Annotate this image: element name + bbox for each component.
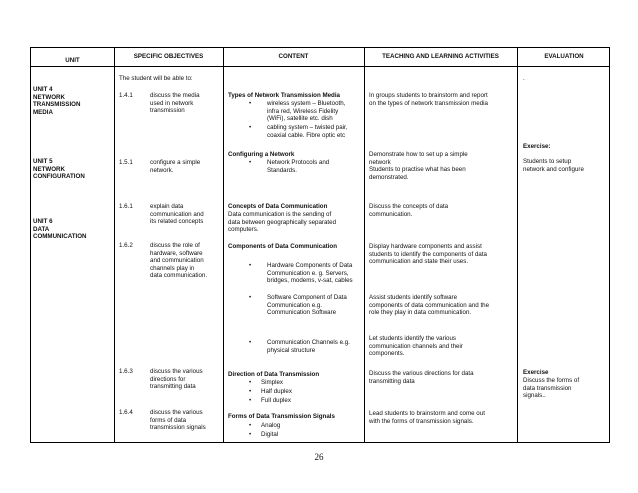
activity-text: Lead students to brainstorm and come out with the forms of transmission signals. bbox=[369, 410, 485, 425]
content-bullet-text: cabling system – twisted pair, coaxial cable. Fibre optic etc bbox=[267, 124, 348, 139]
bullet-icon: • bbox=[249, 262, 252, 269]
objective-text: discuss the various forms of data transmission signals bbox=[150, 409, 206, 432]
objective-text: explain data communication and its related concepts bbox=[150, 203, 204, 226]
content-heading: Direction of Data Transmission bbox=[228, 371, 320, 378]
page-number: 26 bbox=[314, 452, 324, 462]
objective-number: 1.6.3 bbox=[119, 368, 133, 375]
header-divider bbox=[31, 66, 609, 67]
unit-6-label: UNIT 6 DATA COMMUNICATION bbox=[33, 218, 87, 241]
content-heading: Components of Data Communication bbox=[228, 243, 337, 250]
content-bullet-text: Software Component of Data Communication e.g. Communication Software bbox=[267, 294, 347, 317]
column-divider bbox=[364, 48, 365, 442]
objective-text: discuss the role of hardware, software and communication channels play in data communication. bbox=[150, 242, 208, 280]
activity-text: In groups students to brainstorm and report on the types of network transmission media bbox=[369, 92, 488, 107]
column-divider bbox=[517, 48, 518, 442]
activity-text: Assist students identify software components of data communication and the role they play in data communication. bbox=[369, 294, 490, 317]
content-bullet-text: Hardware Components of Data Communication e. g. Servers, bridges, modems, v-sat, cables bbox=[267, 262, 353, 285]
content-bullet-text: wireless system – Bluetooth, infra red, Wireless Fidelity (WiFi), satellite etc. dish bbox=[267, 100, 346, 123]
header-content: CONTENT bbox=[278, 53, 309, 60]
activity-text: Display hardware components and assist students to identify the components of data communication and state their uses. bbox=[369, 243, 487, 266]
objective-number: 1.6.2 bbox=[119, 242, 133, 249]
activity-text: Let students identify the various communication channels and their components. bbox=[369, 335, 463, 358]
bullet-icon: • bbox=[249, 397, 252, 404]
objective-number: 1.6.1 bbox=[119, 203, 133, 210]
evaluation-title: Exercise: bbox=[523, 143, 551, 150]
bullet-icon: • bbox=[249, 294, 252, 301]
content-list-item: Analog bbox=[261, 422, 281, 429]
header-evaluation: EVALUATION bbox=[544, 53, 584, 60]
header-objectives: SPECIFIC OBJECTIVES bbox=[133, 53, 204, 60]
evaluation-text: Discuss the forms of data transmission signals.. bbox=[523, 377, 580, 400]
evaluation-dot: . bbox=[523, 75, 525, 82]
bullet-icon: • bbox=[249, 431, 252, 438]
content-bullet-text: Communication Channels e.g. physical structure bbox=[267, 339, 350, 354]
evaluation-title: Exercise bbox=[523, 369, 549, 376]
content-list-item: Digital bbox=[261, 431, 279, 438]
content-heading: Forms of Data Transmission Signals bbox=[228, 413, 335, 420]
activity-text: Discuss the various directions for data transmitting data bbox=[369, 370, 474, 385]
activity-text: Discuss the concepts of data communication. bbox=[369, 203, 449, 218]
unit-5-label: UNIT 5 NETWORK CONFIGURATION bbox=[33, 158, 85, 181]
evaluation-text: Students to setup network and configure bbox=[523, 158, 584, 173]
unit-4-label: UNIT 4 NETWORK TRANSMISSION MEDIA bbox=[33, 86, 81, 116]
content-heading: Types of Network Transmission Media bbox=[228, 92, 340, 99]
content-heading: Concepts of Data Communication bbox=[228, 203, 328, 210]
objective-text: configure a simple network. bbox=[150, 159, 201, 174]
bullet-icon: • bbox=[249, 100, 252, 107]
curriculum-table bbox=[30, 47, 610, 443]
bullet-icon: • bbox=[249, 388, 252, 395]
content-list-item: Half duplex bbox=[261, 388, 292, 395]
bullet-icon: • bbox=[249, 124, 252, 131]
objective-number: 1.5.1 bbox=[119, 159, 133, 166]
header-unit: UNIT bbox=[65, 57, 80, 64]
column-divider bbox=[223, 48, 224, 442]
content-list-item: Full duplex bbox=[261, 397, 291, 404]
header-activities: TEACHING AND LEARNING ACTIVITIES bbox=[382, 53, 499, 60]
objective-number: 1.6.4 bbox=[119, 409, 133, 416]
bullet-icon: • bbox=[249, 422, 252, 429]
content-heading: Configuring a Network bbox=[228, 151, 295, 158]
objective-text: discuss the media used in network transmission bbox=[150, 92, 200, 115]
bullet-icon: • bbox=[249, 339, 252, 346]
objective-text: discuss the various directions for transmitting data bbox=[150, 368, 203, 391]
activity-text: Demonstrate how to set up a simple network Students to practise what has been demonstrated. bbox=[369, 151, 468, 181]
bullet-icon: • bbox=[249, 159, 252, 166]
content-bullet-text: Network Protocols and Standards. bbox=[267, 159, 330, 174]
objective-number: 1.4.1 bbox=[119, 92, 133, 99]
bullet-icon: • bbox=[249, 379, 252, 386]
column-divider bbox=[114, 48, 115, 442]
content-text: Data communication is the sending of data between geographically separated computers. bbox=[228, 211, 337, 234]
objectives-intro: The student will be able to: bbox=[119, 75, 193, 82]
content-list-item: Simplex bbox=[261, 379, 284, 386]
